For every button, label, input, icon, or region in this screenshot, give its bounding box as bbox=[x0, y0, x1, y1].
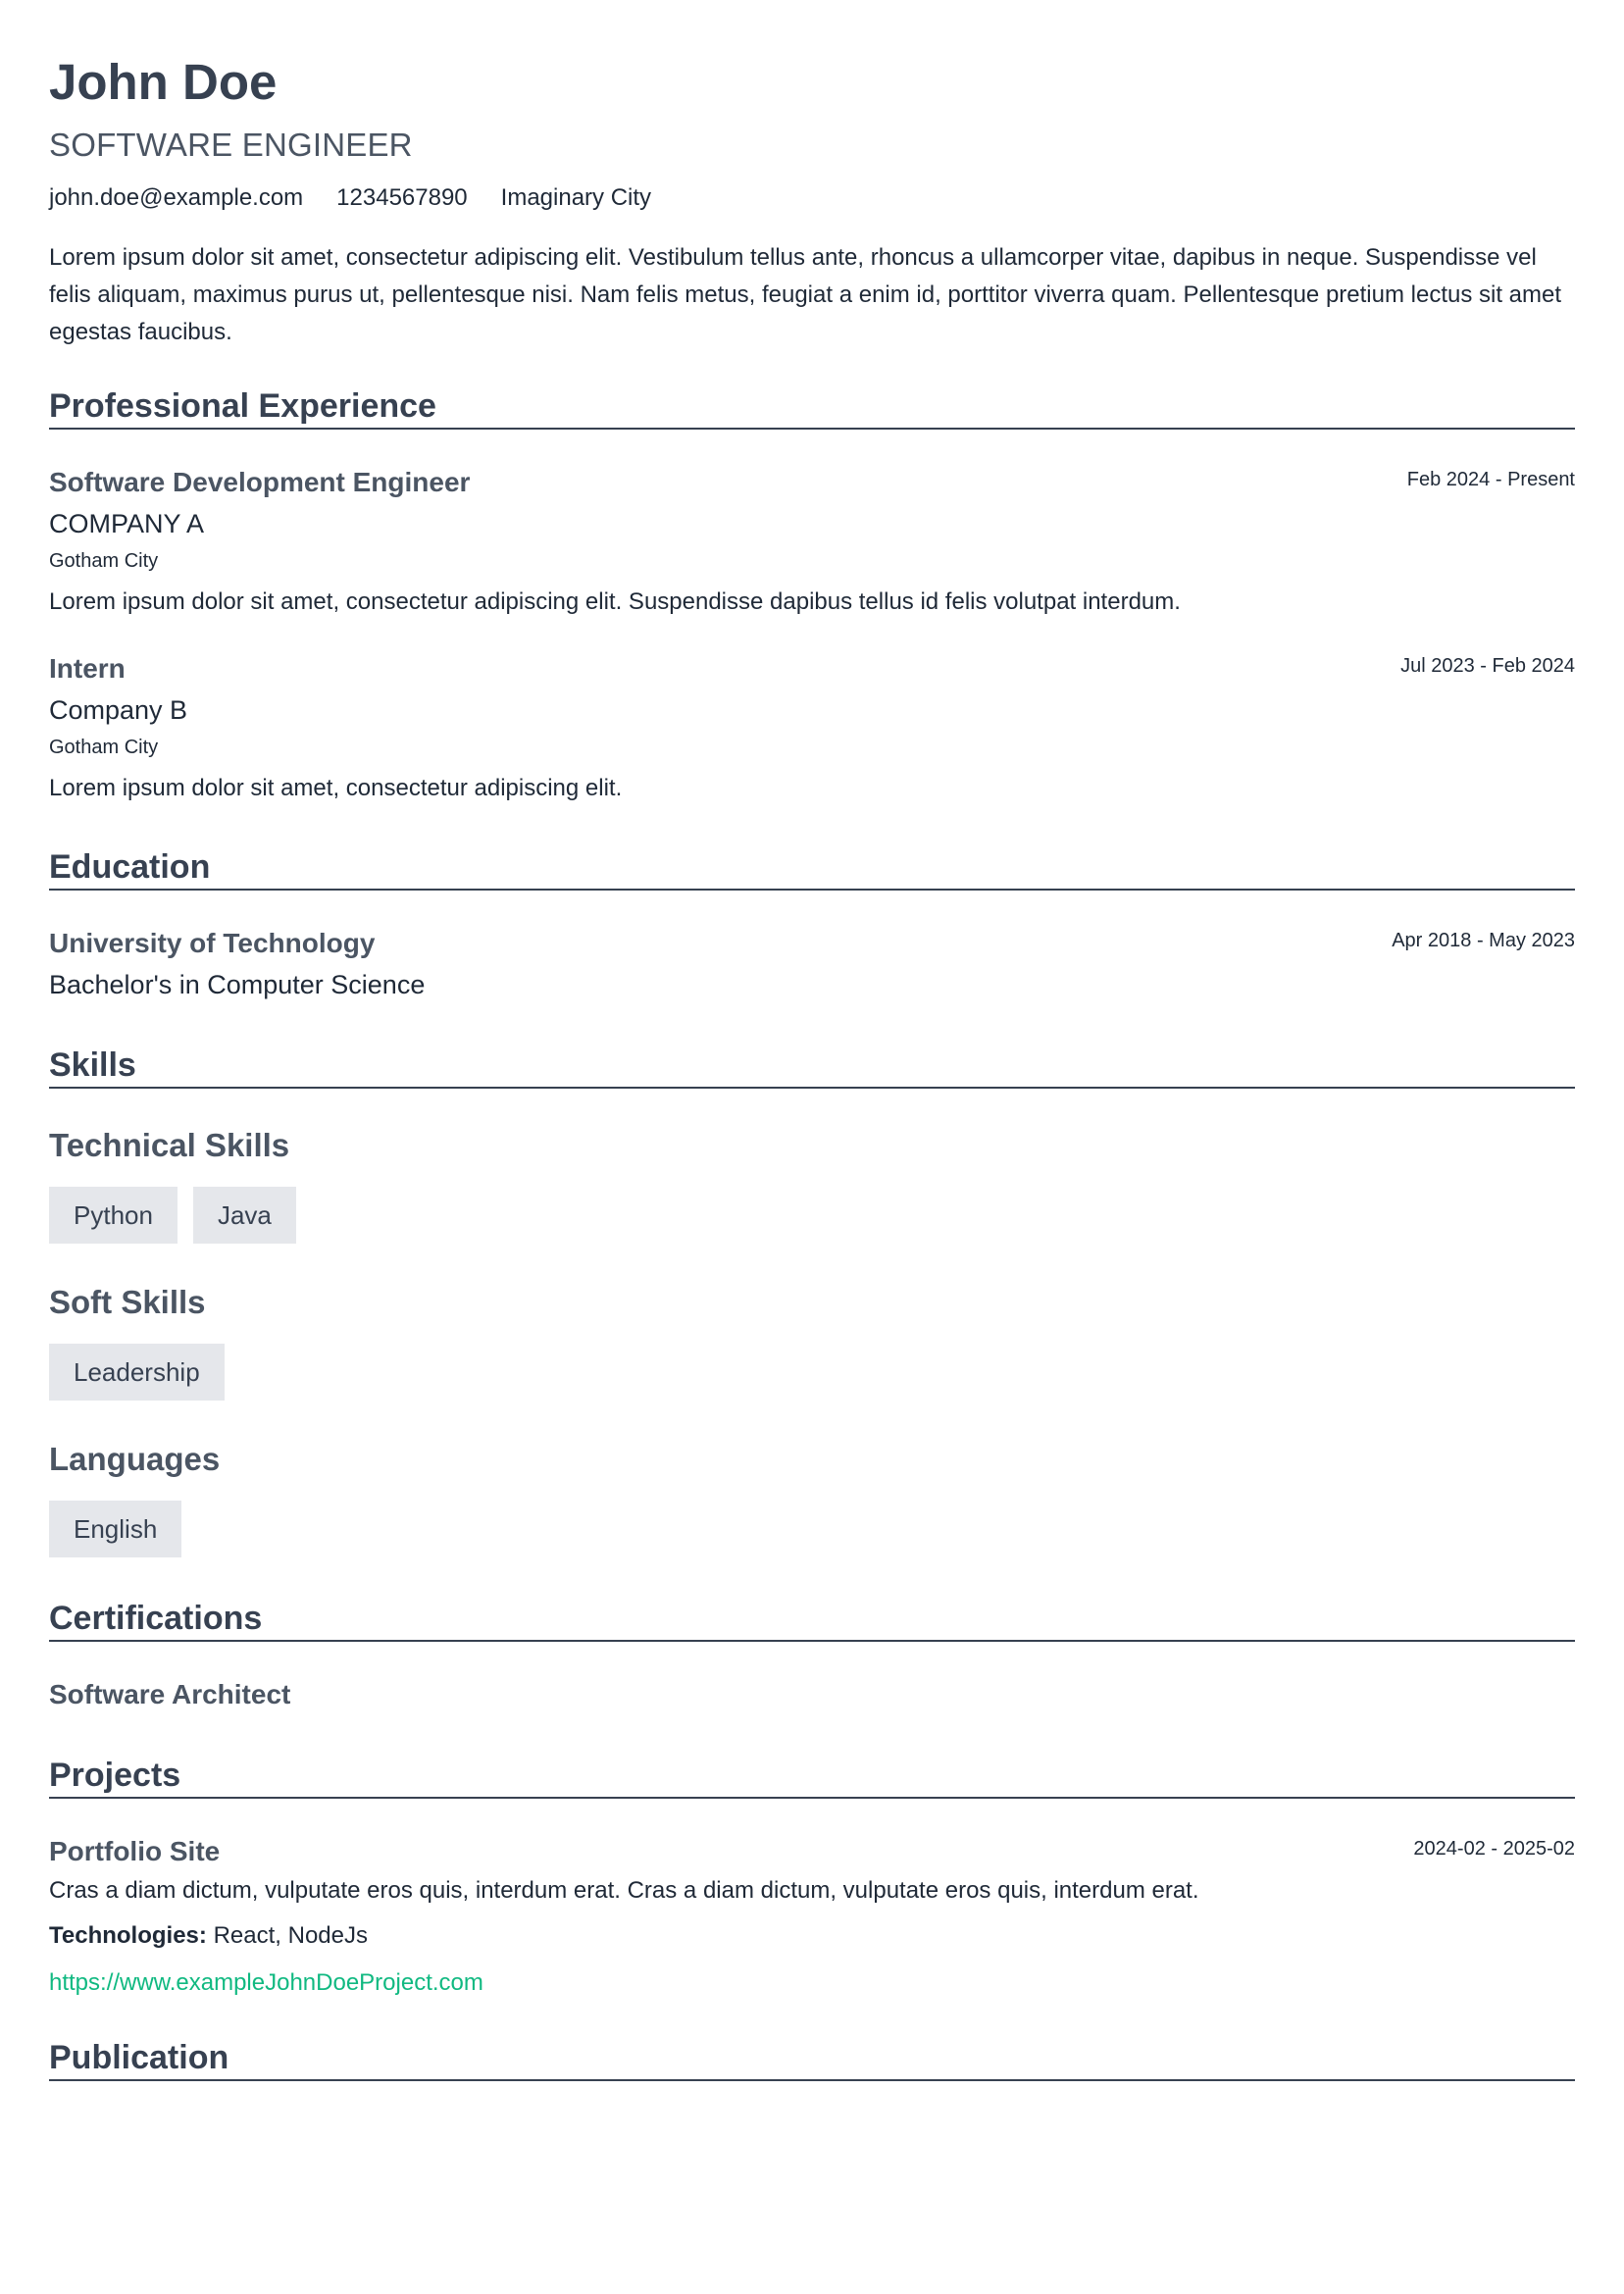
technical-skill-tags bbox=[49, 1187, 1575, 1244]
skill-tag: Python bbox=[49, 1187, 178, 1244]
education-school: University of Technology bbox=[49, 928, 376, 958]
education-date: Apr 2018 - May 2023 bbox=[1392, 930, 1575, 951]
education-entry bbox=[49, 926, 1575, 1002]
project-date: 2024-02 - 2025-02 bbox=[1413, 1838, 1575, 1860]
skill-tag: English bbox=[49, 1501, 181, 1557]
contact-email[interactable]: john.doe@example.com bbox=[49, 184, 304, 211]
skills-languages-heading: Languages bbox=[49, 1441, 221, 1477]
project-technologies bbox=[49, 1920, 1575, 1952]
project-description: Cras a diam dictum, vulputate eros quis, interdum erat. Cras a diam dictum, vulputate eros quis, interdum erat. bbox=[49, 1877, 1199, 1904]
section-title-skills: Skills bbox=[49, 1045, 1575, 1089]
experience-company: Company B bbox=[49, 695, 188, 725]
experience-company: COMPANY A bbox=[49, 509, 205, 538]
project-entry bbox=[49, 1834, 1575, 1999]
project-name: Portfolio Site bbox=[49, 1836, 221, 1866]
experience-role: Software Development Engineer bbox=[49, 467, 471, 497]
contact-phone[interactable]: 1234567890 bbox=[336, 184, 468, 211]
certification-item: Software Architect bbox=[49, 1679, 291, 1709]
education-degree: Bachelor's in Computer Science bbox=[49, 970, 426, 999]
experience-date: Feb 2024 - Present bbox=[1406, 469, 1575, 490]
section-title-certifications: Certifications bbox=[49, 1599, 1575, 1642]
resume-header bbox=[49, 55, 1575, 351]
section-title-experience: Professional Experience bbox=[49, 386, 1575, 430]
language-tags bbox=[49, 1501, 1575, 1557]
skills-technical-heading: Technical Skills bbox=[49, 1127, 290, 1163]
technologies-value: React, NodeJs bbox=[213, 1922, 368, 1949]
experience-location: Gotham City bbox=[49, 550, 159, 572]
experience-description: Lorem ipsum dolor sit amet, consectetur adipiscing elit. Suspendisse dapibus tellus id felis volutpat interdum. bbox=[49, 588, 1181, 615]
experience-description: Lorem ipsum dolor sit amet, consectetur adipiscing elit. bbox=[49, 775, 623, 801]
skill-tag: Leadership bbox=[49, 1344, 225, 1401]
experience-entry bbox=[49, 651, 1575, 804]
skills-soft-heading: Soft Skills bbox=[49, 1284, 206, 1320]
section-title-education: Education bbox=[49, 847, 1575, 891]
section-title-publication: Publication bbox=[49, 2038, 1575, 2081]
project-link[interactable]: https://www.exampleJohnDoeProject.com bbox=[49, 1969, 483, 1996]
candidate-title: SOFTWARE ENGINEER bbox=[49, 127, 413, 163]
contact-location: Imaginary City bbox=[500, 184, 652, 211]
experience-date: Jul 2023 - Feb 2024 bbox=[1400, 655, 1575, 677]
candidate-name: John Doe bbox=[49, 54, 278, 110]
experience-location: Gotham City bbox=[49, 737, 159, 758]
summary-text: Lorem ipsum dolor sit amet, consectetur adipiscing elit. Vestibulum tellus ante, rhoncus a ullamcorper vitae, dapibus in neque. Suspendisse vel felis aliquam, maximus purus ut, pellentesque nisi. Nam felis metus, feugiat a enim id, porttitor viverra quam. Pellentesque pretium lectus sit amet egestas faucibus. bbox=[49, 244, 1562, 345]
soft-skill-tags bbox=[49, 1344, 1575, 1401]
contact-info bbox=[49, 182, 1575, 214]
skill-tag: Java bbox=[193, 1187, 296, 1244]
experience-entry bbox=[49, 465, 1575, 618]
section-title-projects: Projects bbox=[49, 1756, 1575, 1799]
technologies-label: Technologies: bbox=[49, 1922, 207, 1949]
experience-role: Intern bbox=[49, 653, 126, 684]
